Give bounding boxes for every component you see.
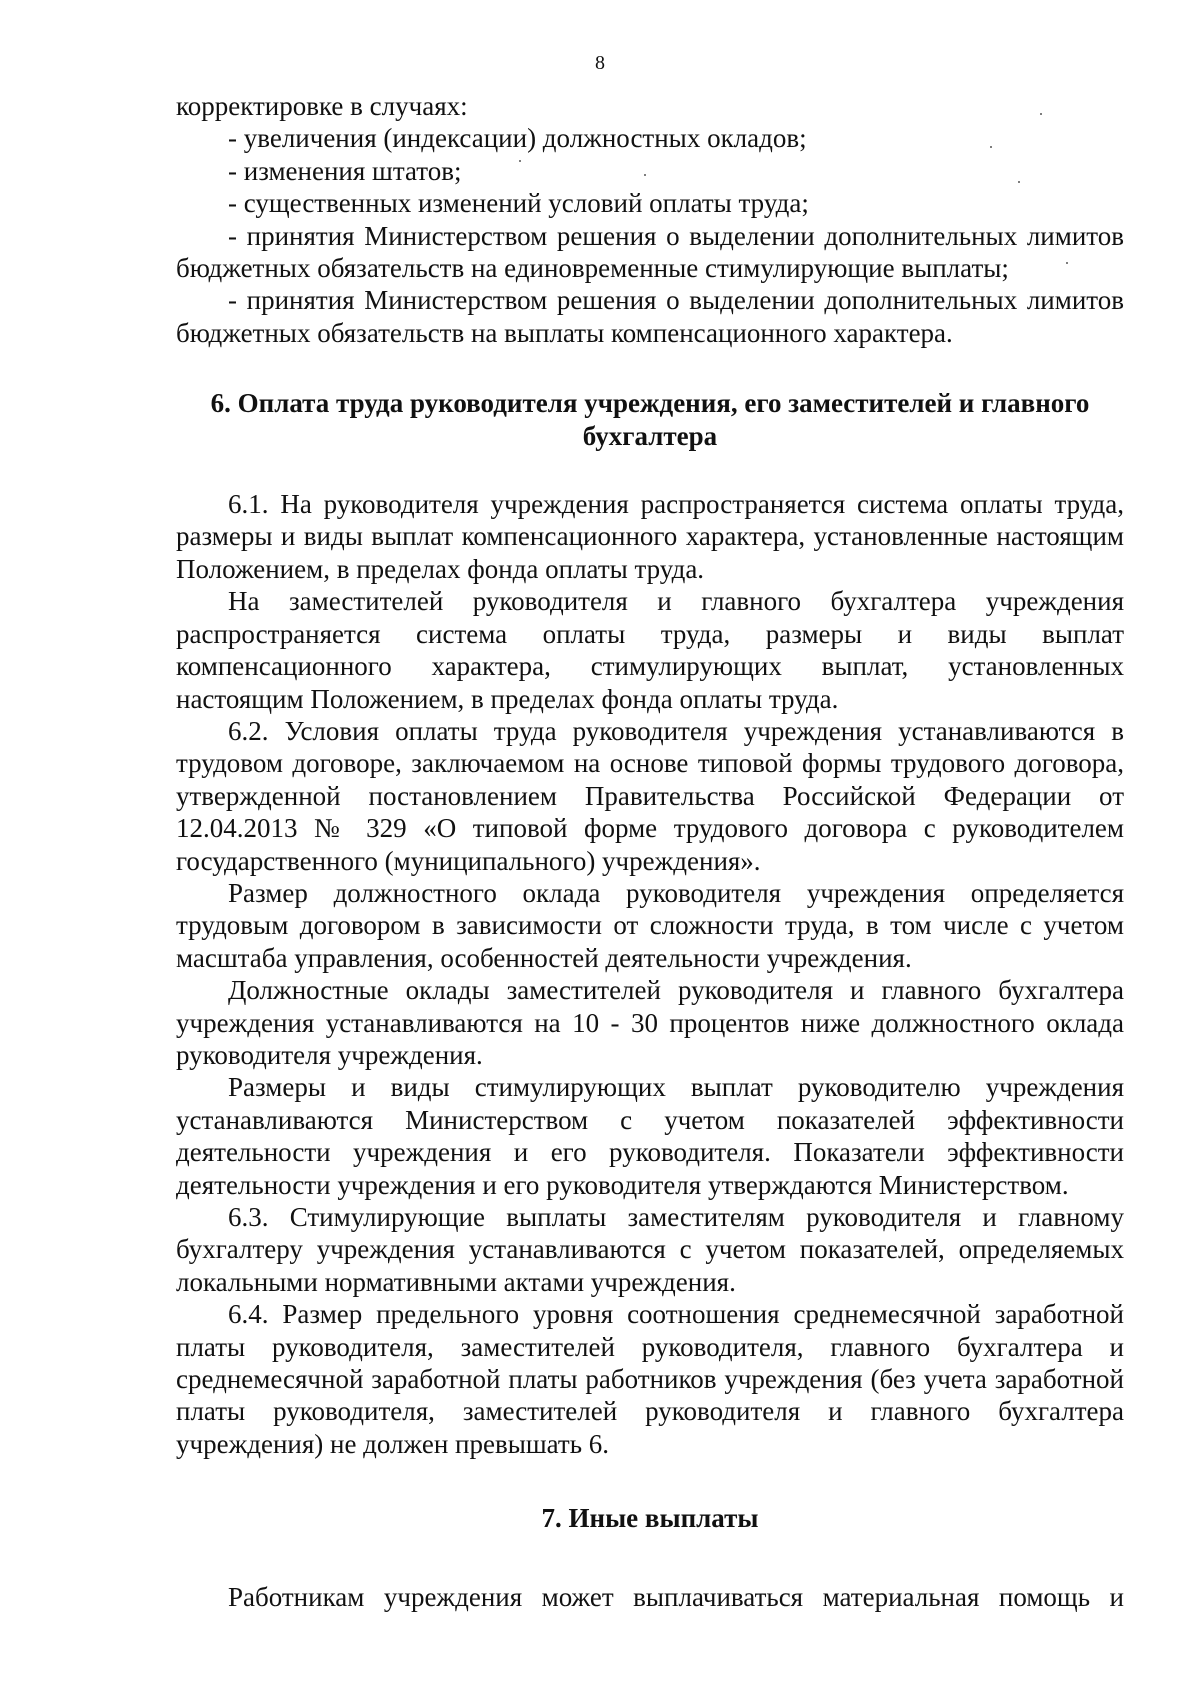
section-6-paragraph: Размер должностного оклада руководителя учреждения определяется трудовым договором в зависимости от сложности труда, в том числе с учетом масштаба управления, особенностей деятельности учреждения. [176, 877, 1124, 973]
section-6-paragraph: 6.4. Размер предельного уровня соотношения среднемесячной заработной платы руководителя, заместителей руководителя, главного бухгалтера и среднемесячной заработной платы работников учреждения (без учета заработной платы руководителя, заместителей руководителя и главного бухгалтера учреждения) не должен превышать 6. [176, 1299, 1124, 1459]
section-7-paragraph: Работникам учреждения может выплачиваться материальная помощь и [228, 1581, 1124, 1612]
intro-item: - изменения штатов; [228, 155, 462, 186]
section-6-paragraph: Размеры и виды стимулирующих выплат руководителю учреждения устанавливаются Министерством с учетом показателей эффективности деятельности учреждения и его руководителя. Показатели эффективности деятельности учреждения и его руководителя утверждаются Министерством. [176, 1072, 1124, 1200]
section-6-paragraph: Должностные оклады заместителей руководителя и главного бухгалтера учреждения устанавливаются на 10 - 30 процентов ниже должностного оклада руководителя учреждения. [176, 975, 1124, 1070]
scan-speck [1018, 181, 1020, 183]
scan-speck [1040, 113, 1042, 115]
section-6-paragraph: 6.2. Условия оплаты труда руководителя учреждения устанавливаются в трудовом договоре, заключаемом на основе типовой формы трудового договора, утвержденной постановлением Правительства Российской Федерации от 12.04.2013 № 329 «О типовой форме трудового договора с руководителем государственного (муниципального) учреждения». [176, 715, 1124, 876]
scan-speck [1066, 262, 1068, 264]
scan-speck [990, 146, 992, 148]
intro-item: - увеличения (индексации) должностных окладов; [228, 123, 807, 154]
intro-lead: корректировке в случаях: [176, 91, 468, 121]
intro-item: - принятия Министерством решения о выделении дополнительных лимитов бюджетных обязательств на единовременные стимулирующие выплаты; [176, 220, 1124, 284]
intro-item: - существенных изменений условий оплаты труда; [228, 188, 809, 219]
scan-speck [644, 174, 646, 176]
section-6-paragraph: 6.1. На руководителя учреждения распространяется система оплаты труда, размеры и виды выплат компенсационного характера, установленные настоящим Положением, в пределах фонда оплаты труда. [176, 489, 1124, 584]
page-number: 8 [595, 52, 605, 74]
intro-item: - принятия Министерством решения о выделении дополнительных лимитов бюджетных обязательств на выплаты компенсационного характера. [176, 285, 1124, 348]
document-body [176, 90, 1124, 1613]
section-7-title: 7. Иные выплаты [541, 1503, 759, 1534]
section-6-paragraph: 6.3. Стимулирующие выплаты заместителям руководителя и главному бухгалтеру учреждения устанавливаются с учетом показателей, определяемых локальными нормативными актами учреждения. [176, 1202, 1124, 1297]
section-6-paragraph: На заместителей руководителя и главного бухгалтера учреждения распространяется система оплаты труда, размеры и виды выплат компенсационного характера, стимулирующих выплат, установленных настоящим Положением, в пределах фонда оплаты труда. [176, 586, 1124, 714]
section-6-title: 6. Оплата труда руководителя учреждения, его заместителей и главного бухгалтера [210, 388, 1090, 451]
scan-speck [519, 160, 521, 162]
